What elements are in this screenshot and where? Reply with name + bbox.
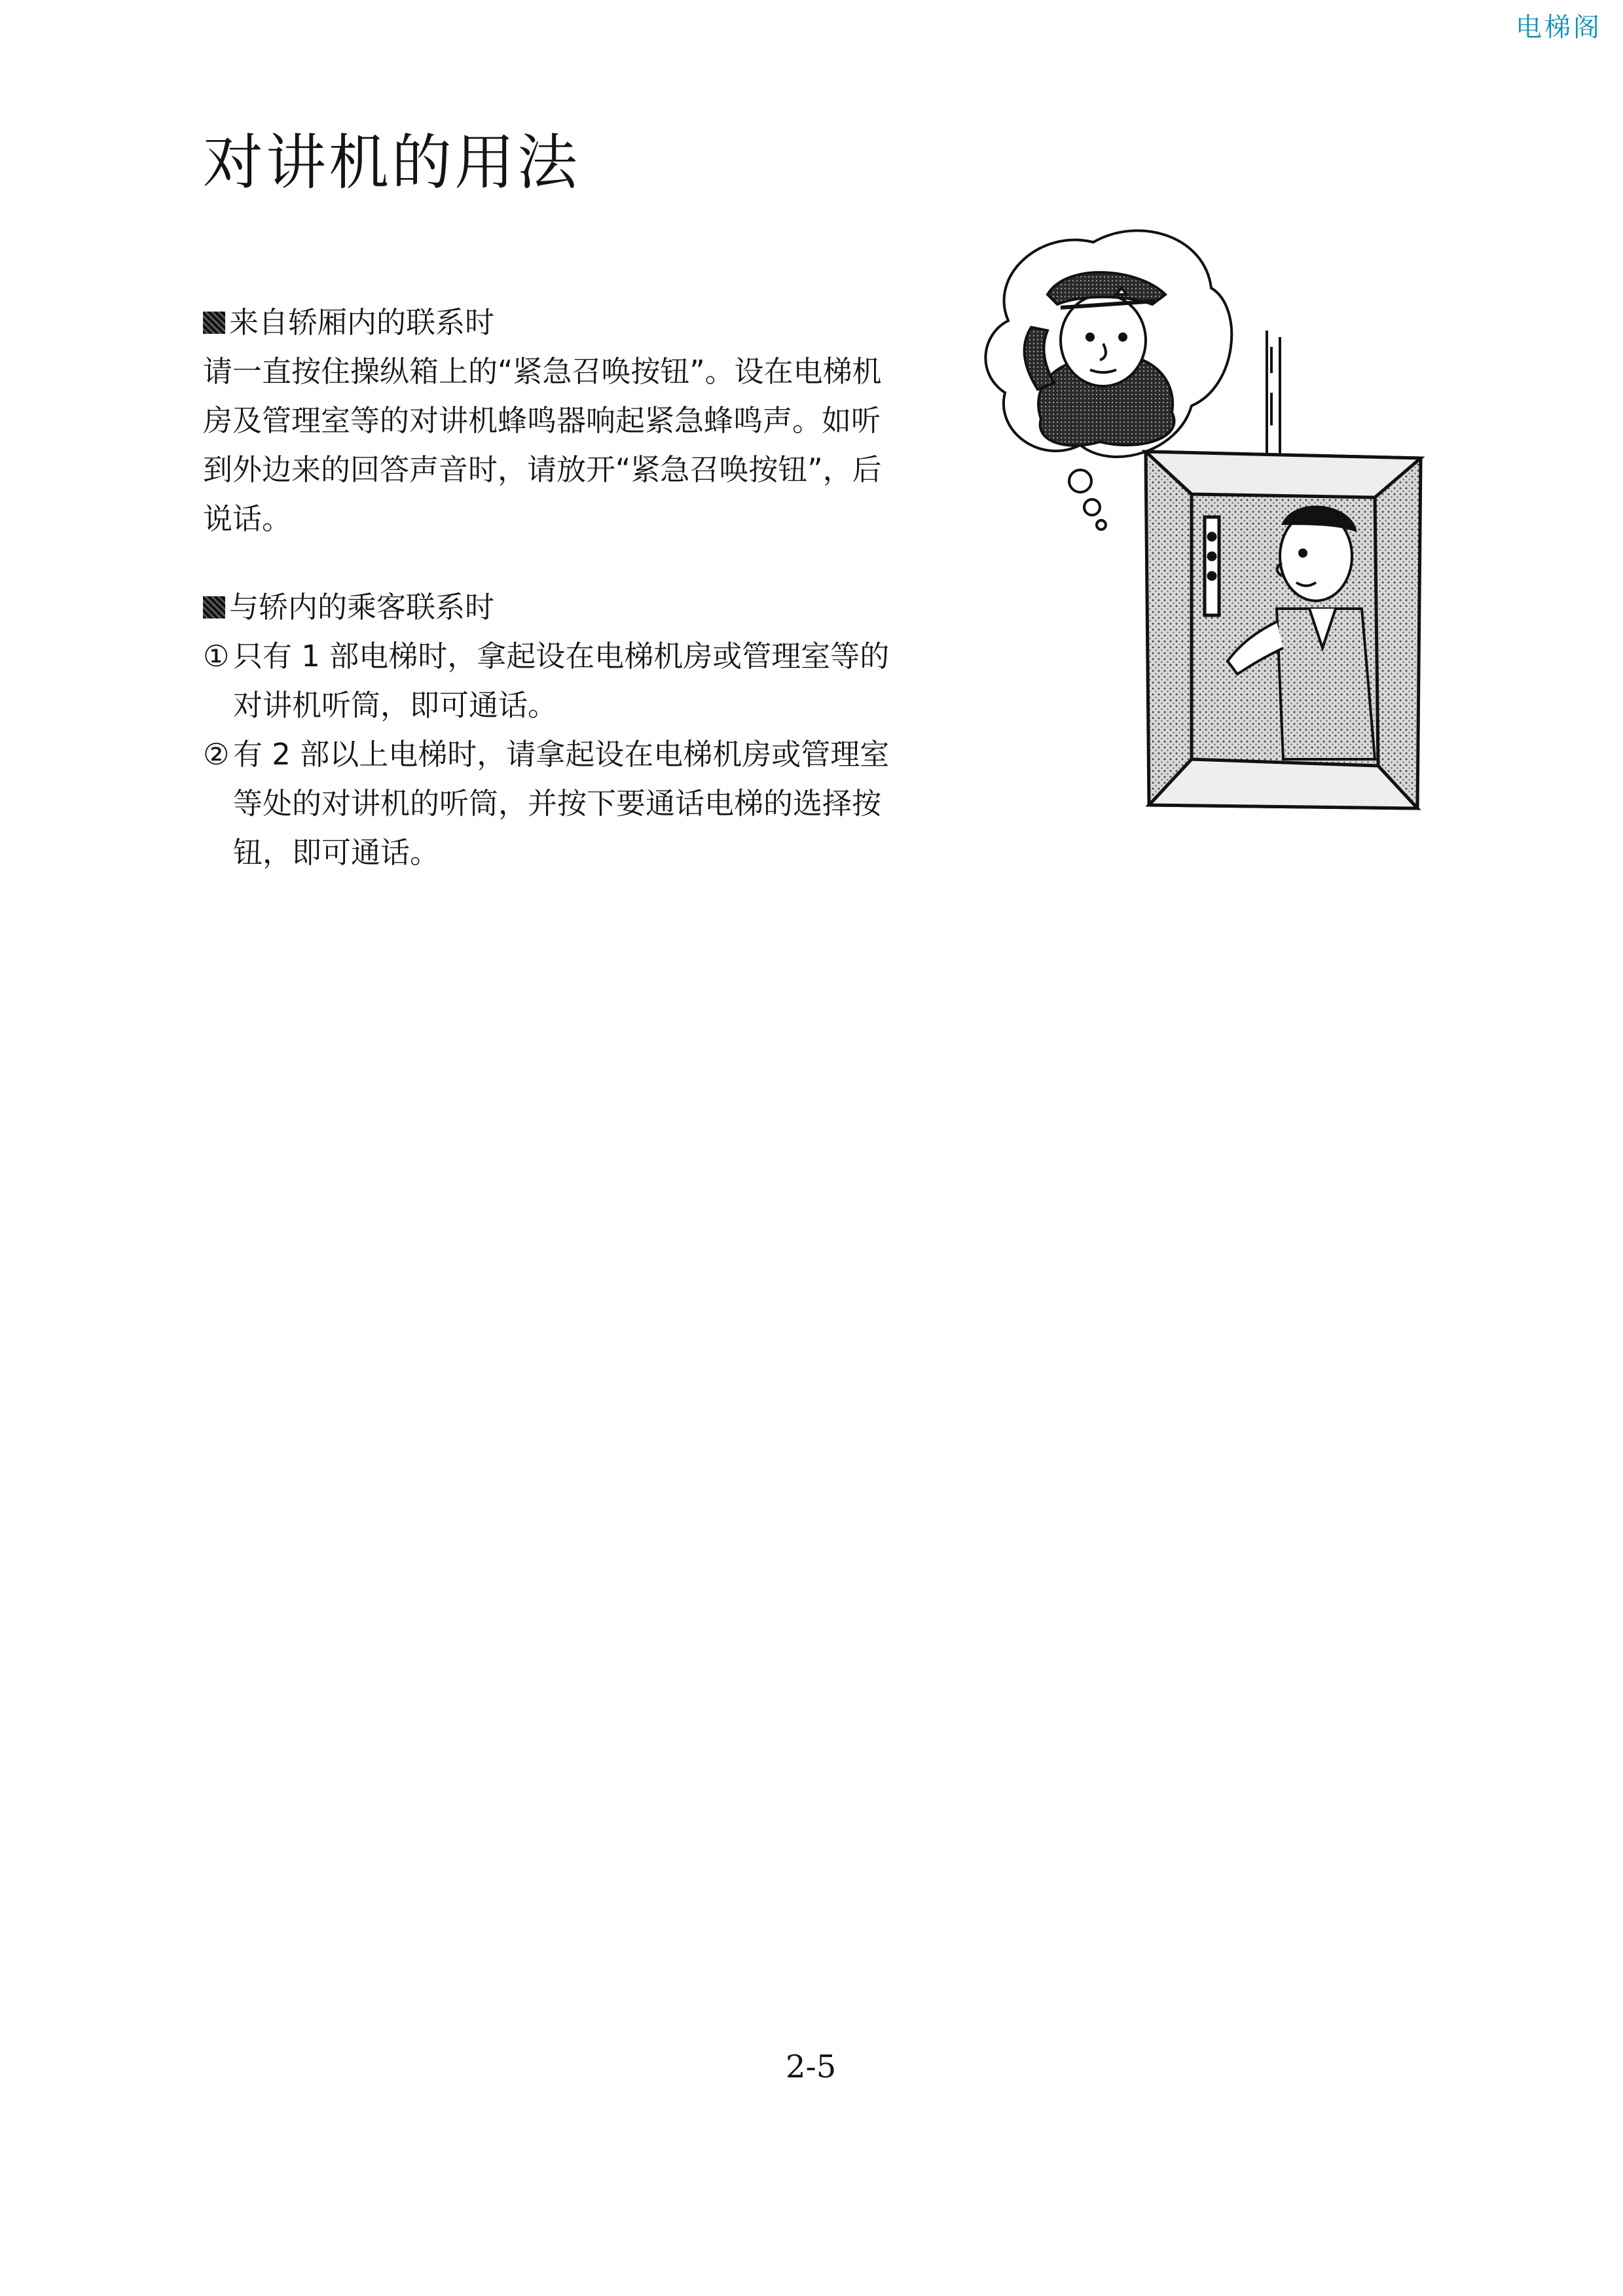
page-title: 对讲机的用法 (203, 128, 581, 198)
section-heading-text: 来自轿厢内的联系时 (229, 305, 495, 340)
section-heading-text: 与轿内的乘客联系时 (229, 590, 495, 624)
section-heading (203, 298, 903, 347)
square-bullet-icon (203, 312, 225, 334)
section-heading (203, 583, 903, 632)
list-item (203, 730, 903, 877)
watermark: 电梯阁 (1516, 12, 1602, 43)
section-body: 请一直按住操纵箱上的“紧急召唤按钮”。设在电梯机房及管理室等的对讲机蜂鸣器响起紧急蜂鸣声。如听到外边来的回答声音时，请放开“紧急召唤按钮”，后说话。 (203, 354, 882, 536)
item-text: 有 2 部以上电梯时，请拿起设在电梯机房或管理室等处的对讲机的听筒，并按下要通话电梯的选择按钮，即可通话。 (233, 737, 890, 870)
square-bullet-icon (203, 596, 225, 619)
item-text: 只有 1 部电梯时，拿起设在电梯机房或管理室等的对讲机听筒，即可通话。 (233, 639, 890, 723)
item-number: ② (203, 737, 230, 772)
item-number: ① (203, 639, 230, 673)
elevator-shaft-rails (1267, 331, 1280, 458)
list-item (203, 632, 903, 730)
section-from-car (203, 298, 903, 543)
elevator-intercom-illustration (969, 216, 1440, 825)
page-number: 2-5 (786, 2049, 837, 2085)
section-contact-passenger (203, 583, 903, 877)
